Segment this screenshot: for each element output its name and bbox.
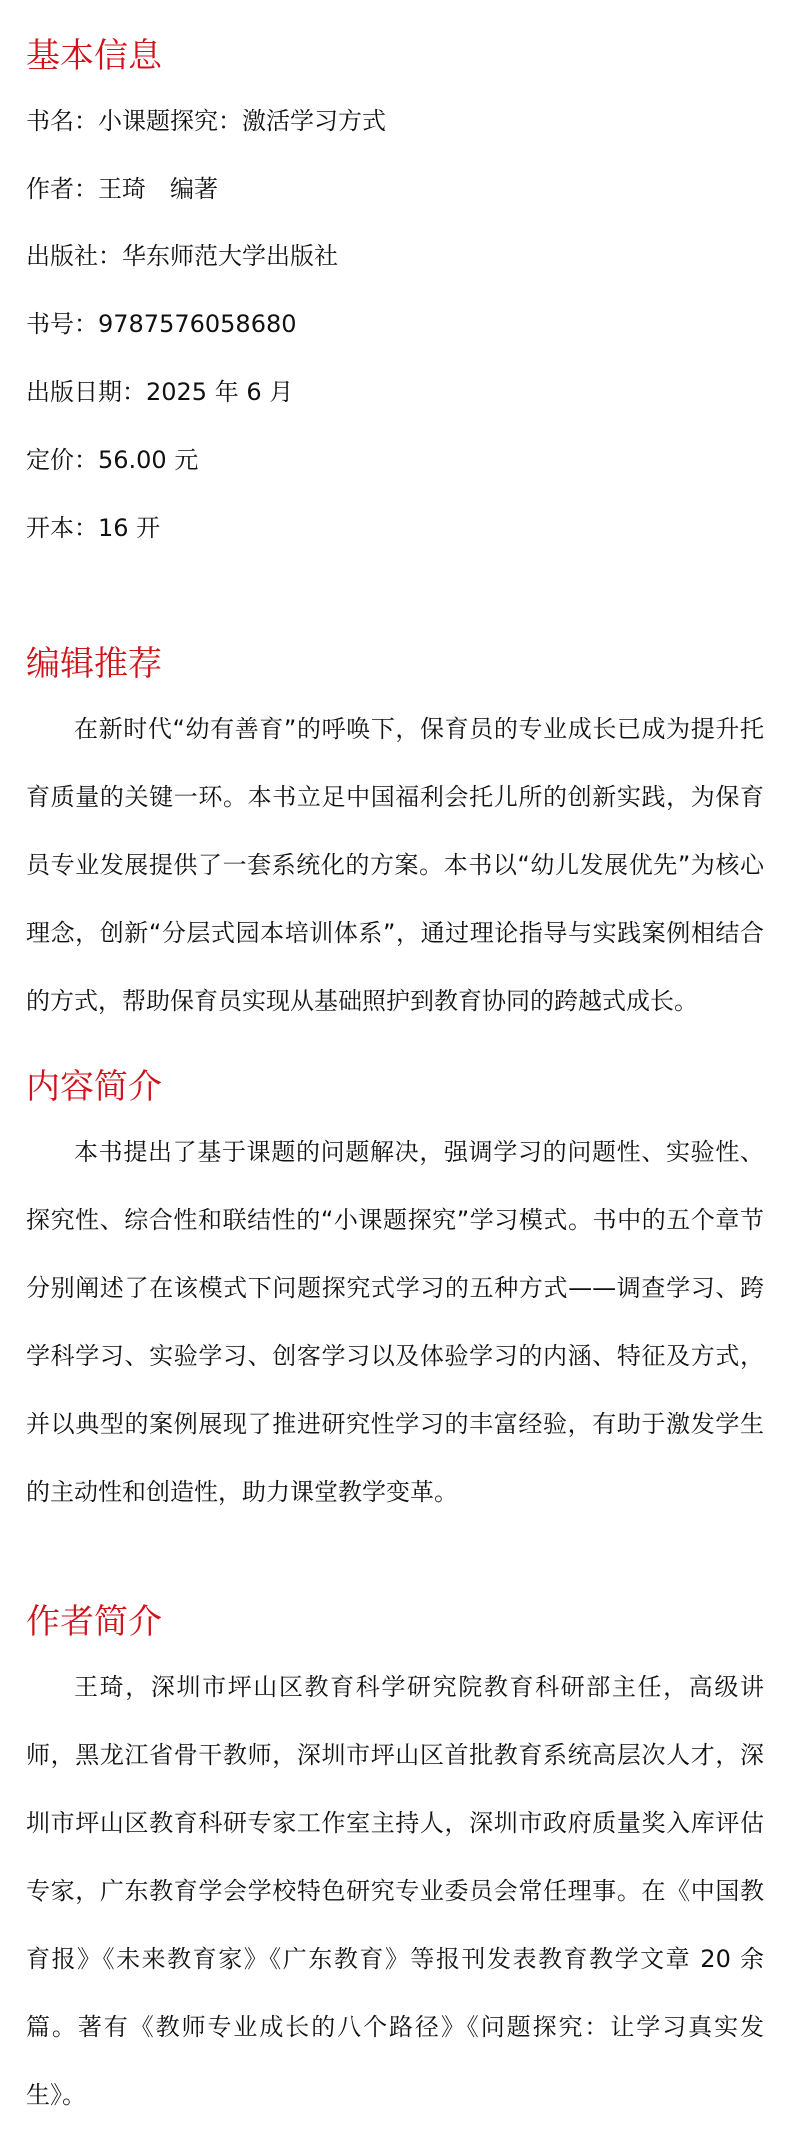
format-line: 开本：16 开 [26, 513, 161, 542]
editor-recommend-text: 在新时代“幼有善育”的呼唤下，保育员的专业成长已成为提升托育质量的关键一环。本书立足中国福利会托儿所的创新实践，为保育员专业发展提供了一套系统化的方案。本书以“幼儿发展优先”为核心理念，创新“分层式园本培训体系”，通过理论指导与实践案例相结合的方式，帮助保育员实现从基础照护到教育协同的跨越式成长。 [26, 715, 764, 1016]
content-intro-text: 本书提出了基于课题的问题解决，强调学习的问题性、实验性、探究性、综合性和联结性的“小课题探究”学习模式。书中的五个章节分别阐述了在该模式下问题探究式学习的五种方式——调查学习、跨学科学习、实验学习、创客学习以及体验学习的内涵、特征及方式，并以典型的案例展现了推进研究性学习的丰富经验，有助于激发学生的主动性和创造性，助力课堂教学变革。 [26, 1137, 764, 1506]
isbn-line: 书号：9787576058680 [26, 310, 297, 339]
editor-recommend-section [26, 644, 764, 1035]
content-intro-section [26, 1067, 764, 1526]
publish-date-line: 出版日期：2025 年 6 月 [26, 377, 294, 406]
author-intro-heading: 作者简介 [26, 1601, 162, 1642]
publisher-line: 出版社：华东师范大学出版社 [26, 242, 338, 271]
content-intro-heading: 内容简介 [26, 1067, 162, 1108]
basic-info-heading: 基本信息 [26, 36, 162, 76]
author-intro-text: 王琦，深圳市坪山区教育科学研究院教育科研部主任，高级讲师，黑龙江省骨干教师，深圳市坪山区首批教育系统高层次人才，深圳市坪山区教育科研专家工作室主持人，深圳市政府质量奖入库评估专家，广东教育学会学校特色研究专业委员会常任理事。在《中国教育报》《未来教育家》《广东教育》等报刊发表教育教学文章 20 余篇。著有《教师专业成长的八个路径》《问题探究：让学习真实发生》。 [26, 1672, 764, 2109]
author-line: 作者：王琦 编著 [26, 174, 218, 203]
price-line: 定价：56.00 元 [26, 445, 199, 474]
book-title-line: 书名：小课题探究：激活学习方式 [26, 106, 386, 135]
basic-info-section [26, 0, 764, 542]
author-intro-section [26, 1602, 764, 2129]
editor-recommend-heading: 编辑推荐 [26, 644, 162, 685]
